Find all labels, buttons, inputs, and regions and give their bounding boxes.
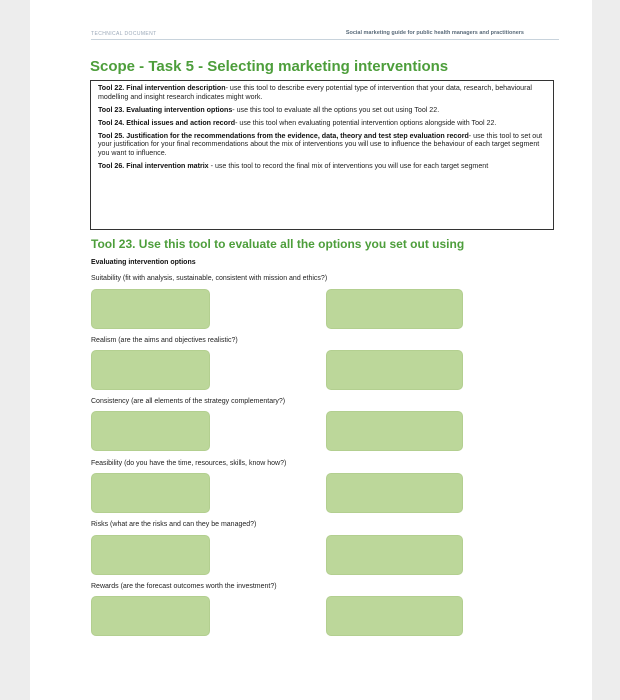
tool-item (98, 84, 546, 101)
header-right: Social marketing guide for public health managers and practitioners (345, 30, 524, 36)
question-consistency: Consistency (are all elements of the strategy complementary?) (91, 398, 286, 405)
tool-label: Tool 22. Final intervention description (98, 84, 226, 92)
section-subtitle: Tool 23. Use this tool to evaluate all the options you set out using (91, 237, 465, 251)
tool-text: - use this tool to set out your justification for your final recommendations about the mix of interventions you will use to influence the behaviour of each target segment you want to influence. (98, 131, 543, 158)
tool-item (98, 162, 546, 171)
tool-item (98, 119, 546, 128)
tool-text: - use this tool to record the final mix of interventions you will use for each target segment (208, 162, 489, 171)
tool-label: Tool 26. Final intervention matrix (98, 162, 209, 171)
question-feasibility: Feasibility (do you have the time, resources, skills, know how?) (91, 460, 287, 467)
header-left: TECHNICAL DOCUMENT (91, 31, 157, 37)
consistency-box-right[interactable] (326, 411, 463, 451)
question-risks: Risks (what are the risks and can they be managed?) (91, 521, 257, 528)
question-suitability: Suitability (fit with analysis, sustainable, consistent with mission and ethics?) (91, 275, 328, 282)
tool-item (98, 106, 546, 115)
question-rewards: Rewards (are the forecast outcomes worth the investment?) (91, 583, 277, 590)
tool-label: Tool 23. Evaluating intervention options (98, 105, 233, 114)
suitability-box-left[interactable] (91, 289, 210, 329)
feasibility-box-right[interactable] (326, 473, 463, 513)
page-title: Scope - Task 5 - Selecting marketing interventions (90, 58, 449, 75)
feasibility-box-left[interactable] (91, 473, 210, 513)
tool-label: Tool 24. Ethical issues and action record (98, 118, 236, 127)
tool-text: - use this tool to describe every potential type of intervention that your data, research, behavioural modelling and insight research indicates might work. (98, 84, 532, 101)
tools-summary-box (90, 80, 554, 230)
suitability-box-right[interactable] (326, 289, 463, 329)
document-page (30, 0, 592, 700)
rewards-box-right[interactable] (326, 596, 463, 636)
header-divider (91, 39, 559, 40)
tool-text: - use this tool to evaluate all the options you set out using Tool 22. (232, 105, 440, 114)
tool-label: Tool 25. Justification for the recommendations from the evidence, data, theory and test step evaluation record (98, 131, 469, 140)
question-realism: Realism (are the aims and objectives realistic?) (91, 337, 238, 344)
risks-box-right[interactable] (326, 535, 463, 575)
eval-heading: Evaluating intervention options (91, 259, 196, 266)
realism-box-left[interactable] (91, 350, 210, 390)
rewards-box-left[interactable] (91, 596, 210, 636)
tool-text: - use this tool when evaluating potential intervention options alongside with Tool 22. (235, 118, 497, 127)
tool-item (98, 132, 546, 158)
risks-box-left[interactable] (91, 535, 210, 575)
consistency-box-left[interactable] (91, 411, 210, 451)
realism-box-right[interactable] (326, 350, 463, 390)
